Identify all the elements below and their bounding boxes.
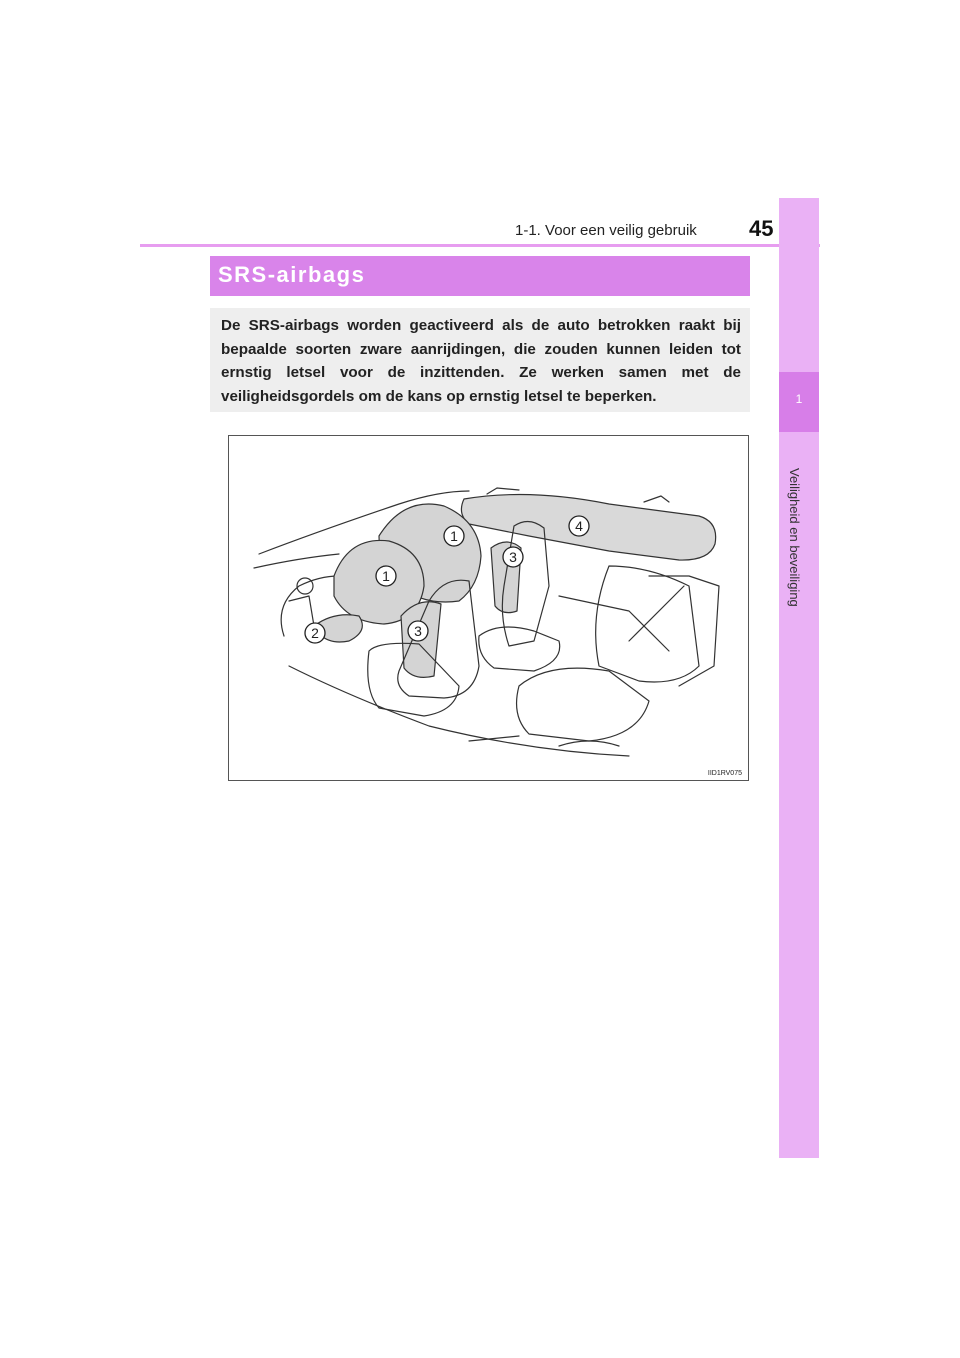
callout-3-front	[408, 621, 428, 641]
chapter-side-tab	[779, 198, 819, 1158]
car-interior-drawing	[229, 436, 748, 780]
airbag-illustration	[228, 435, 749, 781]
callout-2	[305, 623, 325, 643]
intro-text: De SRS-airbags worden geactiveerd als de auto betrokken raakt bij bepaalde soorten zware aanrijdingen, die zouden kunnen leiden tot ernstig letsel voor de inzittenden. Ze werken samen met de veiligheidsgordels om de kans op ernstig letsel te beperken.	[221, 317, 741, 405]
svg-text:3: 3	[414, 623, 422, 639]
svg-text:4: 4	[575, 518, 583, 534]
section-title: SRS-airbags	[218, 262, 366, 287]
callout-3-passenger	[503, 547, 523, 567]
callout-4	[569, 516, 589, 536]
header-section-path: 1-1. Voor een veilig gebruik	[515, 222, 697, 239]
page-number: 45	[749, 216, 774, 241]
svg-text:1: 1	[382, 568, 390, 584]
svg-text:2: 2	[311, 625, 319, 641]
svg-text:1: 1	[450, 528, 458, 544]
header-rule	[140, 244, 820, 247]
figure-code: IID1RV075	[707, 770, 742, 777]
svg-text:3: 3	[509, 549, 517, 565]
chapter-number: 1	[795, 392, 803, 406]
callout-1-lower	[376, 566, 396, 586]
chapter-title: Veiligheid en beveiliging	[787, 468, 802, 607]
callout-1-upper	[444, 526, 464, 546]
